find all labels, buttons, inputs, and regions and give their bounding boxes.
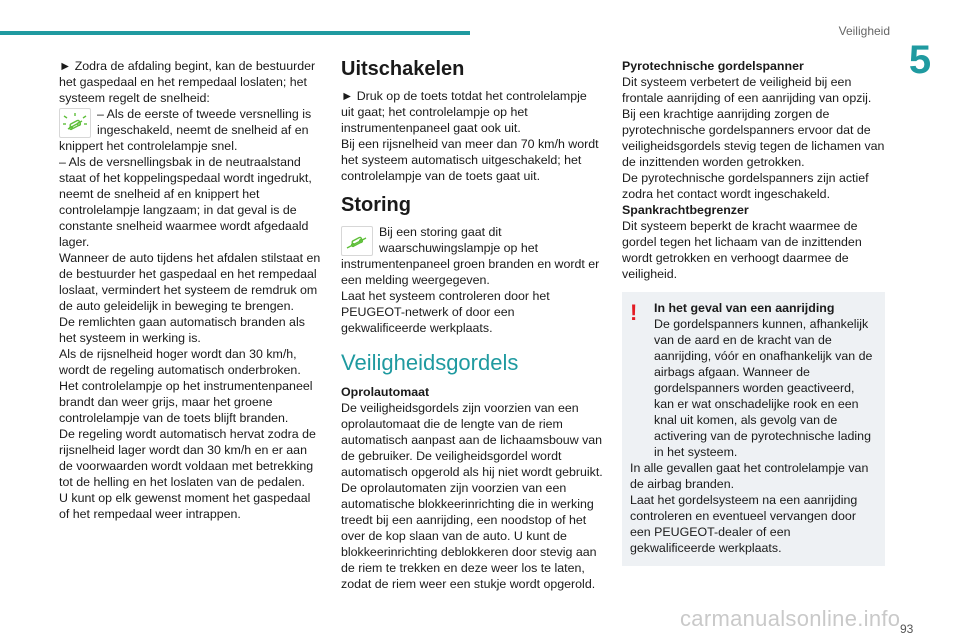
paragraph: Dit systeem verbetert de veiligheid bij een frontale aanrijding of een aanrijding van opzij. — [622, 75, 872, 105]
column-3 — [622, 58, 885, 566]
subheading-oprolautomaat: Oprolautomaat — [341, 385, 430, 399]
section-title: Veiligheid — [838, 24, 890, 38]
paragraph: Bij een rijsnelheid van meer dan 70 km/h wordt het systeem automatisch uitgeschakeld; het controlelampje van de toets gaat uit. — [341, 137, 599, 183]
paragraph: Bij een storing gaat dit waarschuwingslampje op het instrumentenpaneel groen branden en wordt er een melding weergegeven. — [341, 225, 600, 287]
chapter-number: 5 — [908, 38, 932, 82]
paragraph: Bij een krachtige aanrijding zorgen de pyrotechnische gordelspanners ervoor dat de veiligheidsgordels stevig tegen de lichamen van de inzittenden worden getrokken. — [622, 107, 885, 169]
warning-text: In alle gevallen gaat het controlelampje van de airbag branden. — [630, 461, 869, 491]
header-accent-bar — [0, 31, 470, 35]
exclamation-warning-icon: ! — [630, 300, 638, 325]
heading-uitschakelen: Uitschakelen — [341, 58, 465, 80]
paragraph: ► Druk op de toets totdat het controlelampje uit gaat; het controlelampje op het instrumentenpaneel gaat ook uit. — [341, 89, 587, 135]
paragraph: Dit systeem beperkt de kracht waarmee de gordel tegen het lichaam van de inzittenden wordt getrokken en verhoogt daarmee de veiligheid. — [622, 219, 862, 281]
paragraph: U kunt op elk gewenst moment het gaspedaal of het rempedaal weer intrappen. — [59, 491, 311, 521]
subheading-pyrotechnisch: Pyrotechnische gordelspanner — [622, 59, 804, 73]
paragraph: Laat het systeem controleren door het PEUGEOT-netwerk of door een gekwalificeerde werkplaats. — [341, 289, 550, 335]
paragraph: De regeling wordt automatisch hervat zodra de rijsnelheid lager wordt dan 30 km/h en er aan de voorwaarden wordt voldaan met betrekking tot de helling en het loslaten van de pedalen. — [59, 427, 316, 489]
paragraph: De veiligheidsgordels zijn voorzien van een oprolautomaat die de lengte van de riem automatisch aanpast aan de lichaamsbouw van de gebruiker. De veiligheidsgordel wordt automatisch opgerold als hij niet wordt gebruikt. De oprolautomaten zijn voorzien van een automatische blokkeerinrichting die in werking treedt bij een aanrijding, een noodstop of het over de kop slaan van de auto. U kunt de blokkeerinrichting deblokkeren door stevig aan de riem te trekken en deze weer los te laten, zodat de riem weer een stukje wordt opgerold. — [341, 401, 603, 591]
hill-descent-fault-lamp-icon — [341, 226, 373, 256]
paragraph: – Als de versnellingsbak in de neutraalstand staat of het koppelingspedaal wordt ingedrukt, neemt de snelheid af en knippert het controlelampje langzaam; in dat geval is de constante snelheid waarmee wordt afgedaald lager. — [59, 155, 312, 249]
subheading-spankrachtbegrenzer: Spankrachtbegrenzer — [622, 203, 749, 217]
warning-text: Laat het gordelsysteem na een aanrijding controleren en eventueel vervangen door een PEUGEOT-dealer of een gekwalificeerde werkplaats. — [630, 493, 858, 555]
paragraph: Wanneer de auto tijdens het afdalen stilstaat en de bestuurder het gaspedaal en het rempedaal loslaat, vermindert het systeem de remdruk om de auto geleidelijk in beweging te brengen. — [59, 251, 321, 313]
paragraph: De remlichten gaan automatisch branden als het systeem in werking is. — [59, 315, 305, 345]
paragraph: – Als de eerste of tweede versnelling is ingeschakeld, neemt de snelheid af en knippert het controlelampje snel. — [59, 107, 312, 153]
hill-descent-warning-lamp-icon — [59, 108, 91, 138]
paragraph: ► Zodra de afdaling begint, kan de bestuurder het gaspedaal en het rempedaal loslaten; het systeem regelt de snelheid: — [59, 59, 316, 105]
page-number: 93 — [900, 622, 914, 636]
column-1 — [59, 58, 323, 522]
icon-paragraph — [59, 106, 323, 154]
paragraph: De pyrotechnische gordelspanners zijn actief zodra het contact wordt ingeschakeld. — [622, 171, 869, 201]
heading-storing: Storing — [341, 194, 411, 216]
paragraph: Als de rijsnelheid hoger wordt dan 30 km/h, wordt de regeling automatisch onderbroken. Het controlelampje op het instrumentenpaneel brandt dan weer grijs, maar het groene controlelampje van de toets blijft branden. — [59, 347, 313, 425]
watermark: carmanualsonline.info — [680, 606, 901, 631]
column-2 — [341, 58, 603, 592]
warning-title: In het geval van een aanrijding — [654, 301, 835, 315]
warning-text: De gordelspanners kunnen, afhankelijk van de aard en de kracht van de aanrijding, vóór en onafhankelijk van de airbags afgaan. Wanneer de gordelspanners worden geactiveerd, kan er wat onschadelijke rook en een knal uit komen, als gevolg van de activering van de pyrotechnische lading in het systeem. — [654, 317, 873, 459]
heading-veiligheidsgordels: Veiligheidsgordels — [341, 350, 519, 375]
warning-box — [622, 292, 885, 566]
icon-paragraph — [341, 224, 603, 288]
